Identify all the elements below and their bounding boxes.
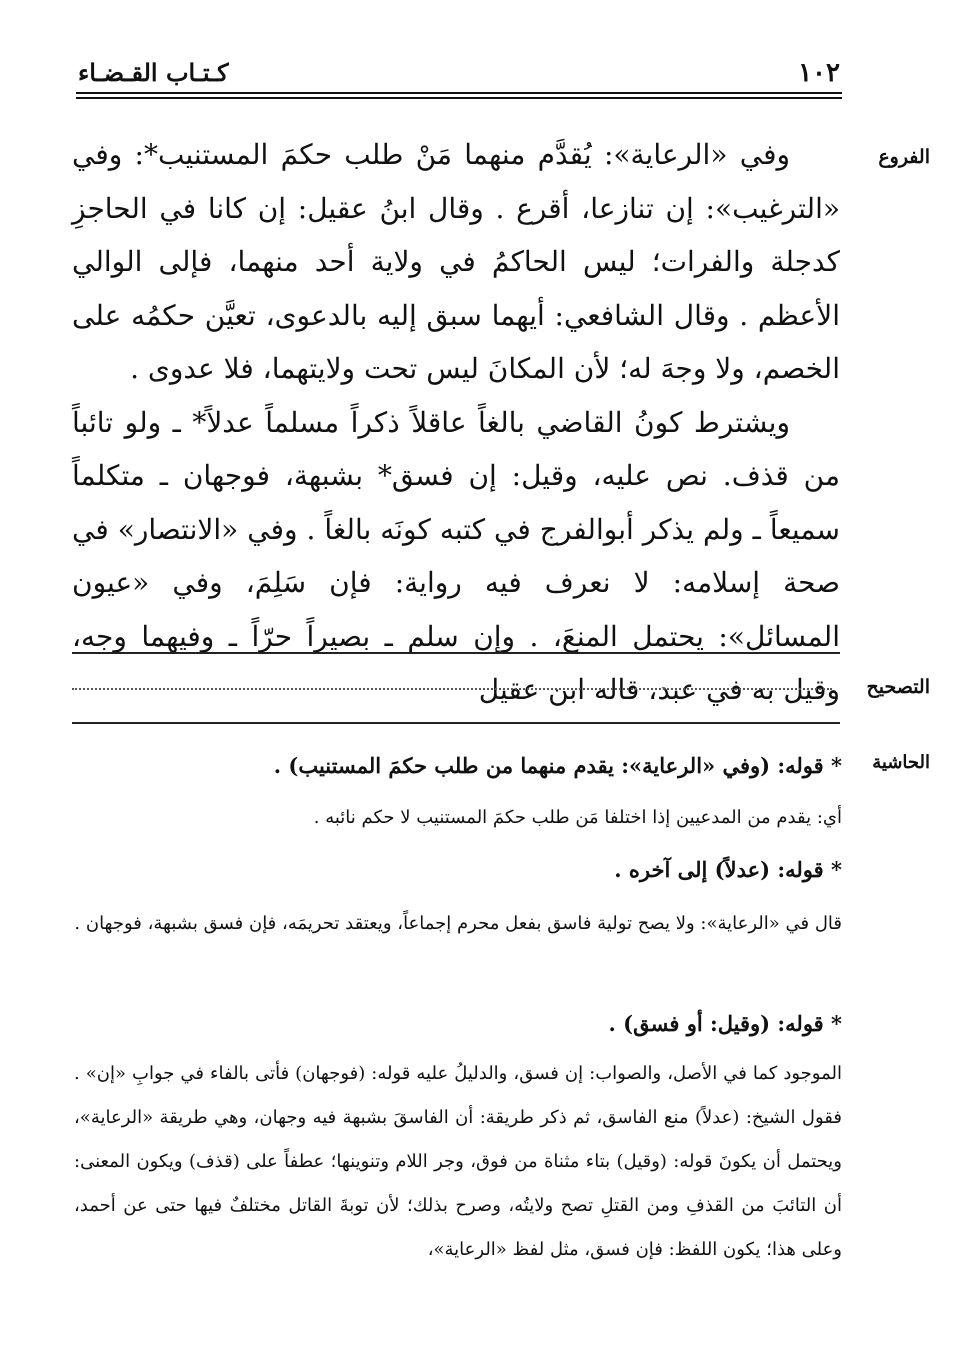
hashiya-note-3: الموجود كما في الأصل، والصواب: إن فسق، والدليلُ عليه قوله: (فوجهان) فأتى بالفاء في جوابِ «إن» . فقول الشيخ: (عدلاً) منع الفاسق، ثم ذكر طريقة: أن الفاسقَ بشبهة فيه وجهان، وهي طريقة «الرعاية»، ويحتمل أن يكونَ قوله: (وقيل) بتاء مثناة من فوق، وجر اللام وتنوينها؛ عطفاً على (قذف) ويكون المعنى: أن التائبَ من القذفِ ومن القتلِ تصح ولايتُه، وصرح بذلك؛ لأن توبةَ القاتل مختلفٌ فيها حتى عن أحمد، وعلى هذا؛ يكون اللفظ: فإن فسق، مثل لفظ «الرعاية»، [74, 1063, 842, 1260]
main-paragraph-2: ويشترط كونُ القاضي بالغاً عاقلاً ذكراً مسلماً عدلاً* ـ ولو تائباً من قذف. نص عليه، وقيل: إن فسق* بشبهة، فوجهان ـ متكلماً سميعاً ـ ولم يذكر أبوالفرج في كتبه كونَه بالغاً . وفي «الانتصار» في صحة إسلامه: لا نعرف فيه رواية: فإن سَلِمَ، وفي «عيون المسائل»: يحتمل المنعَ، . وإن سلم ـ بصيراً حرّاً ـ وفيهما وجه، وقيل به في عبد، قاله ابن عقيل [72, 405, 840, 706]
hashiya-heading-1: * قوله: (وفي «الرعاية»: يقدم منهما من طلب حكمَ المستنيب) . [273, 753, 842, 778]
section-rule-2 [72, 722, 840, 724]
hashiya-heading-2: * قوله: (عدلاً) إلى آخره . [614, 857, 842, 882]
page-number: ١٠٢ [798, 58, 840, 88]
main-paragraph-1: وفي «الرعاية»: يُقدَّم منهما مَنْ طلب حكمَ المستنيب*: وفي «الترغيب»: إن تنازعا، أقرع . وقال ابنُ عقيل: إن كانا في الحاجزِ كدجلة والفرات؛ ليس الحاكمُ في ولاية أحد منهما، فإلى الوالي الأعظم . وقال الشافعي: أيهما سبق إليه بالدعوى، تعيَّن حكمُه على الخصم، ولا وجهَ له؛ لأن المكانَ ليس تحت ولايتهما، فلا عدوى . [72, 138, 840, 385]
hashiya-section-3 [74, 998, 842, 1050]
hashiya-note-2: قال في «الرعاية»: ولا يصح تولية فاسق بفعل محرم إجماعاً، ويعتقد تحريمَه، فإن فسق بشبهة، فوجهان . [74, 913, 842, 934]
hashiya-section [74, 740, 842, 896]
hashiya-note-1: أي: يقدم من المدعيين إذا اختلفا مَن طلب حكمَ المستنيب لا حكم نائبه . [313, 807, 842, 828]
header-rule-top [76, 92, 842, 94]
tashih-label: التصحيح [866, 676, 930, 698]
main-text [72, 128, 840, 717]
hashiya-label: الحاشية [872, 752, 930, 773]
section-rule-1 [72, 652, 840, 654]
header-rule-bottom [76, 97, 842, 99]
book-title: كـتـاب القـضـاء [78, 58, 229, 87]
hashiya-heading-3: * قوله: (وقيل: أو فسق) . [608, 1011, 842, 1036]
furu-label: الفروع [878, 146, 930, 168]
tashih-dotted-line [72, 688, 832, 690]
